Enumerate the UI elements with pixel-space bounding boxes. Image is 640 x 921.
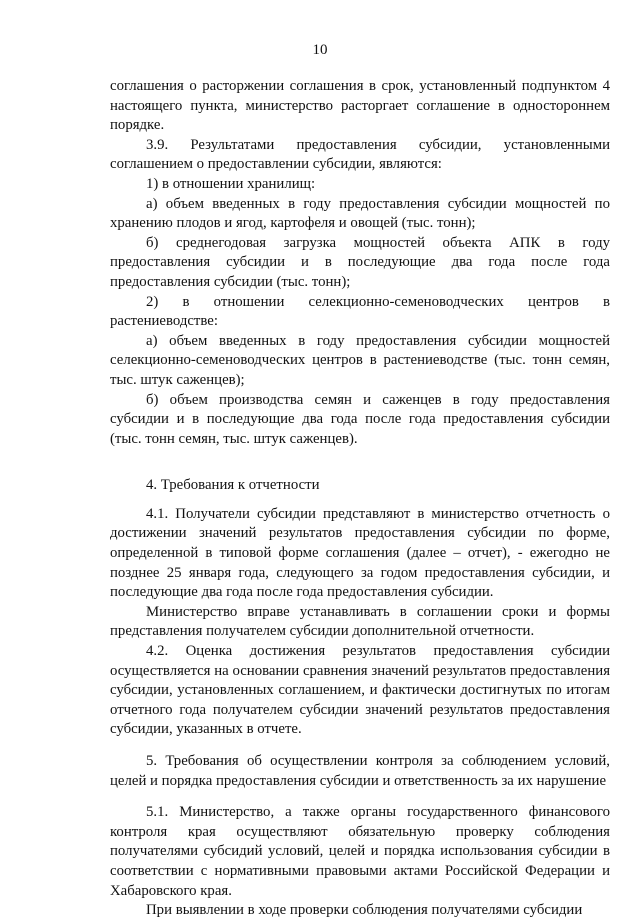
paragraph-4-1: 4.1. Получатели субсидии представляют в министерство отчетность о достижении значений результатов предоставления субсидии по форме, определенной в типовой форме соглашения (далее – отчет), - ежегодно не позднее 25 января года, следующего за годом предоставления субсидии, и последующие два года после года предоставления субсидии. (110, 505, 610, 601)
page-number: 10 (312, 42, 328, 58)
section-heading-4: 4. Требования к отчетности (146, 477, 320, 494)
list-item-breeding: 2) в отношении селекционно-семеноводческих центров в растениеводстве: (110, 293, 610, 330)
paragraph-5-1: 5.1. Министерство, а также органы государственного финансового контроля края осуществляют обязательную проверку соблюдения получателями субсидий условий, целей и порядка использования субсидии в соответствии с нормативными правовыми актами Российской Федерации и Хабаровского края. (110, 804, 610, 899)
paragraph-4-1-extra: Министерство вправе устанавливать в соглашении сроки и формы представления получателем субсидии дополнительной отчетности. (110, 603, 610, 640)
section-heading-5: 5. Требования об осуществлении контроля за соблюдением условий, целей и порядка предоставления субсидии и ответственность за их нарушение (110, 753, 610, 789)
list-item-storage-a: а) объем введенных в году предоставления субсидии мощностей по хранению плодов и ягод, картофеля и овощей (тыс. тонн); (110, 195, 610, 232)
paragraph-4-2: 4.2. Оценка достижения результатов предоставления субсидии осуществляется на основании сравнения значений результатов предоставления субсидии, установленных соглашением, и фактически достигнутых по итогам отчетного года получателем субсидии значений результатов предоставления субсидии, указанных в отчете. (110, 643, 610, 738)
paragraph-5-1-next: При выявлении в ходе проверки соблюдения получателями субсидии (146, 902, 583, 919)
list-item-breeding-b: б) объем производства семян и саженцев в году предоставления субсидии и в последующие два года после года предоставления субсидии (тыс. тонн семян, тыс. штук саженцев). (110, 391, 610, 447)
list-item-breeding-a: а) объем введенных в году предоставления субсидии мощностей селекционно-семеноводческих центров в растениеводстве (тыс. тонн семян, тыс. штук саженцев); (110, 332, 610, 388)
paragraph-continuation: соглашения о расторжении соглашения в срок, установленный подпунктом 4 настоящего пункта, министерство расторгает соглашение в одностороннем порядке. (110, 78, 610, 134)
paragraph-3-9: 3.9. Результатами предоставления субсидии, установленными соглашением о предоставлении субсидии, являются: (110, 136, 610, 173)
list-item-storage: 1) в отношении хранилищ: (146, 175, 316, 192)
list-item-storage-b: б) среднегодовая загрузка мощностей объекта АПК в году предоставления субсидии и в последующие два года после года предоставления субсидии (тыс. тонн); (110, 234, 610, 290)
document-body (110, 77, 610, 921)
